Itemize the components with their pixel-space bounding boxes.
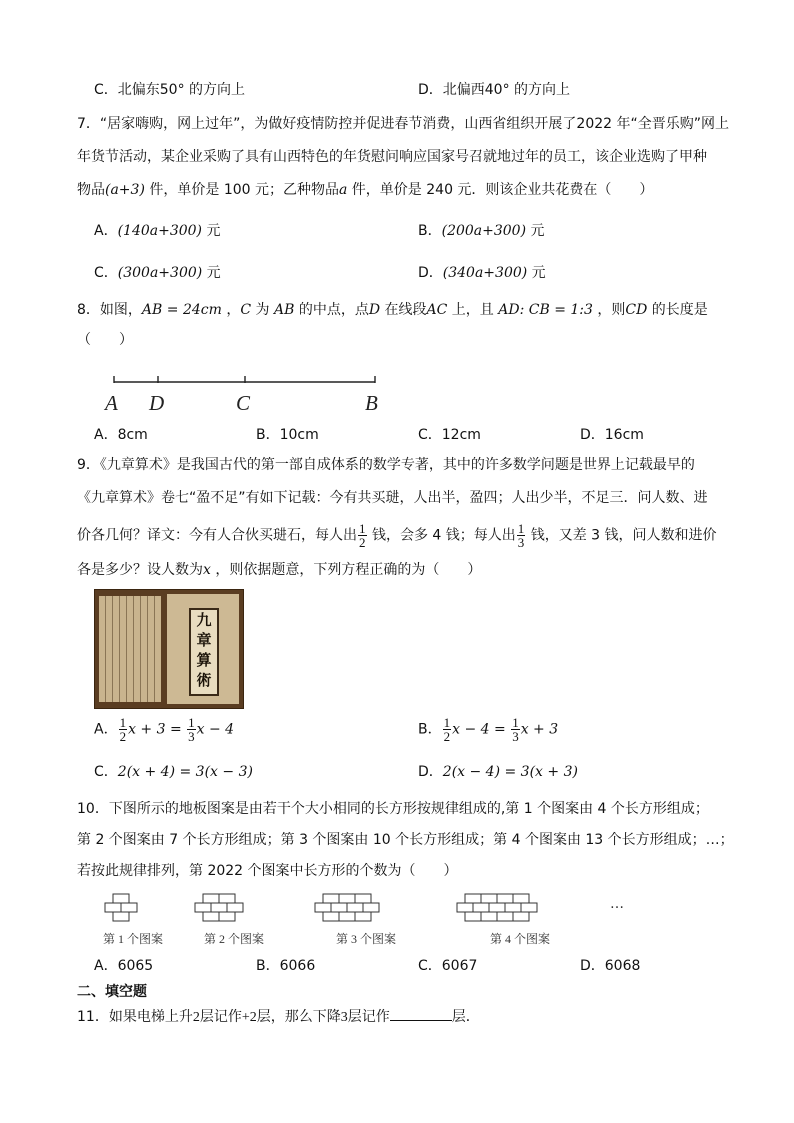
q11-text: 11．如果电梯上升2层记作+2层，那么下降3层记作 层． — [77, 1006, 480, 1028]
segment-diagram — [100, 372, 390, 416]
q9-text-line3: 价各几何？译文：今有人合伙买琎石，每人出 $\frac{1}{2}$ 钱，会多 4 钱；每人出 $\frac{1}{3}$ 钱，又差 3 钱，问人数和进价 — [77, 521, 717, 550]
point-label-a: A — [105, 391, 118, 415]
brick-pattern3-row1-1 — [323, 894, 339, 903]
floor-patterns — [95, 890, 635, 930]
q8-option-b: B．10cm — [256, 427, 319, 443]
pattern-ellipsis: … — [610, 896, 624, 912]
brick-pattern4-row2-5 — [521, 903, 537, 912]
q7-text-line2: 年货节活动，某企业采购了具有山西特色的年货慰问响应国家号召就地过年的员工，该企业选购了甲种 — [77, 149, 707, 165]
pattern-caption-1: 第 1 个图案 — [103, 932, 164, 946]
brick-pattern2-row1-2 — [219, 894, 235, 903]
q7-text-line1: 7．“居家嗨购，网上过年”，为做好疫情防控并促进春节消费，山西省组织开展了2022 年“全晋乐购”网上 — [77, 116, 729, 132]
q9-option-c: C．2(x + 4) = 3(x − 3) — [94, 764, 253, 780]
point-label-c: C — [236, 391, 251, 415]
brick-pattern4-row1-4 — [513, 894, 529, 903]
q7-option-a: A．(140a+300) 元 — [94, 223, 221, 239]
brick-pattern2-row2-2 — [211, 903, 227, 912]
brick-pattern3-row3-2 — [339, 912, 355, 921]
q7-option-b: B．(200a+300) 元 — [418, 223, 545, 239]
brick-pattern3-row2-2 — [331, 903, 347, 912]
brick-pattern1-row2-1 — [105, 903, 121, 912]
brick-pattern3-row2-3 — [347, 903, 363, 912]
brick-pattern2-row3-1 — [203, 912, 219, 921]
q8-text-line1: 8．如图，AB = 24cm ，C 为 AB 的中点，点D 在线段AC 上，且 AD: CB = 1:3 ，则CD 的长度是 — [77, 302, 708, 318]
brick-pattern4-row3-1 — [465, 912, 481, 921]
brick-pattern4-row2-3 — [489, 903, 505, 912]
fraction-one-third: $\frac{1}{3}$ — [517, 521, 525, 550]
brick-pattern2-row2-3 — [227, 903, 243, 912]
point-label-d: D — [149, 391, 165, 415]
brick-pattern2-row1-1 — [203, 894, 219, 903]
q7-text-line3: 物品(a+3) 件，单价是 100 元；乙种物品a 件，单价是 240 元．则该企业共花费在（ ） — [77, 182, 654, 198]
q10-text-line1: 10．下图所示的地板图案是由若干个大小相同的长方形按规律组成的,第 1 个图案由 4 个长方形组成； — [77, 801, 709, 817]
brick-pattern4-row3-4 — [513, 912, 529, 921]
q10-option-d: D．6068 — [580, 958, 641, 974]
q8-option-d: D．16cm — [580, 427, 644, 443]
section-heading-fill-in: 二、填空题 — [77, 984, 147, 1000]
answer-blank[interactable] — [390, 1006, 452, 1021]
q6-option-d: D．北偏西40° 的方向上 — [418, 82, 571, 98]
q8-option-c: C．12cm — [418, 427, 481, 443]
q9-option-a: A． $\frac{1}{2}$ x + 3 = $\frac{1}{3}$ x − 4 — [94, 715, 235, 744]
brick-pattern3-row2-1 — [315, 903, 331, 912]
brick-pattern4-row2-2 — [473, 903, 489, 912]
q8-text-line2: （ ） — [77, 332, 133, 348]
book-left-page — [99, 596, 161, 702]
q9-text-line1: 9．《九章算术》是我国古代的第一部自成体系的数学专著，其中的许多数学问题是世界上记载最早的 — [77, 457, 695, 473]
brick-pattern2-row3-2 — [219, 912, 235, 921]
brick-pattern4-row3-3 — [497, 912, 513, 921]
brick-pattern1-row1-1 — [113, 894, 129, 903]
q9-option-d: D．2(x − 4) = 3(x + 3) — [418, 764, 578, 780]
book-photo — [94, 589, 244, 709]
q10-option-c: C．6067 — [418, 958, 478, 974]
brick-pattern3-row3-1 — [323, 912, 339, 921]
brick-pattern3-row3-3 — [355, 912, 371, 921]
pattern-caption-2: 第 2 个图案 — [204, 932, 265, 946]
brick-pattern1-row3-1 — [113, 912, 129, 921]
q9-text-line2: 《九章算术》卷七“盈不足”有如下记载：今有共买琎，人出半，盈四；人出少半，不足三．问人数、进 — [77, 490, 708, 506]
q9-option-b: B． $\frac{1}{2}$ x − 4 = $\frac{1}{3}$ x + 3 — [418, 715, 559, 744]
brick-pattern2-row2-1 — [195, 903, 211, 912]
q10-text-line3: 若按此规律排列，第 2022 个图案中长方形的个数为（ ） — [77, 863, 458, 879]
brick-pattern4-row1-1 — [465, 894, 481, 903]
point-label-b: B — [365, 391, 378, 415]
brick-pattern1-row2-2 — [121, 903, 137, 912]
brick-pattern4-row1-2 — [481, 894, 497, 903]
q10-option-a: A．6065 — [94, 958, 154, 974]
brick-pattern3-row2-4 — [363, 903, 379, 912]
brick-pattern3-row1-2 — [339, 894, 355, 903]
book-title-label: 九 章 算 術 — [189, 608, 219, 696]
pattern-caption-3: 第 3 个图案 — [336, 932, 397, 946]
q10-option-b: B．6066 — [256, 958, 316, 974]
fraction-one-half: $\frac{1}{2}$ — [359, 521, 366, 550]
brick-pattern3-row1-3 — [355, 894, 371, 903]
q7-option-d: D．(340a+300) 元 — [418, 265, 546, 281]
q6-option-c: C．北偏东50° 的方向上 — [94, 82, 246, 98]
brick-pattern4-row1-3 — [497, 894, 513, 903]
brick-pattern4-row2-1 — [457, 903, 473, 912]
q7-option-c: C．(300a+300) 元 — [94, 265, 221, 281]
q8-option-a: A．8cm — [94, 427, 148, 443]
q10-text-line2: 第 2 个图案由 7 个长方形组成；第 3 个图案由 10 个长方形组成；第 4 个图案由 13 个长方形组成；…； — [77, 832, 734, 848]
brick-pattern4-row3-2 — [481, 912, 497, 921]
pattern-caption-4: 第 4 个图案 — [490, 932, 551, 946]
q9-text-line4: 各是多少？设人数为x ，则依据题意，下列方程正确的为（ ） — [77, 562, 482, 578]
brick-pattern4-row2-4 — [505, 903, 521, 912]
